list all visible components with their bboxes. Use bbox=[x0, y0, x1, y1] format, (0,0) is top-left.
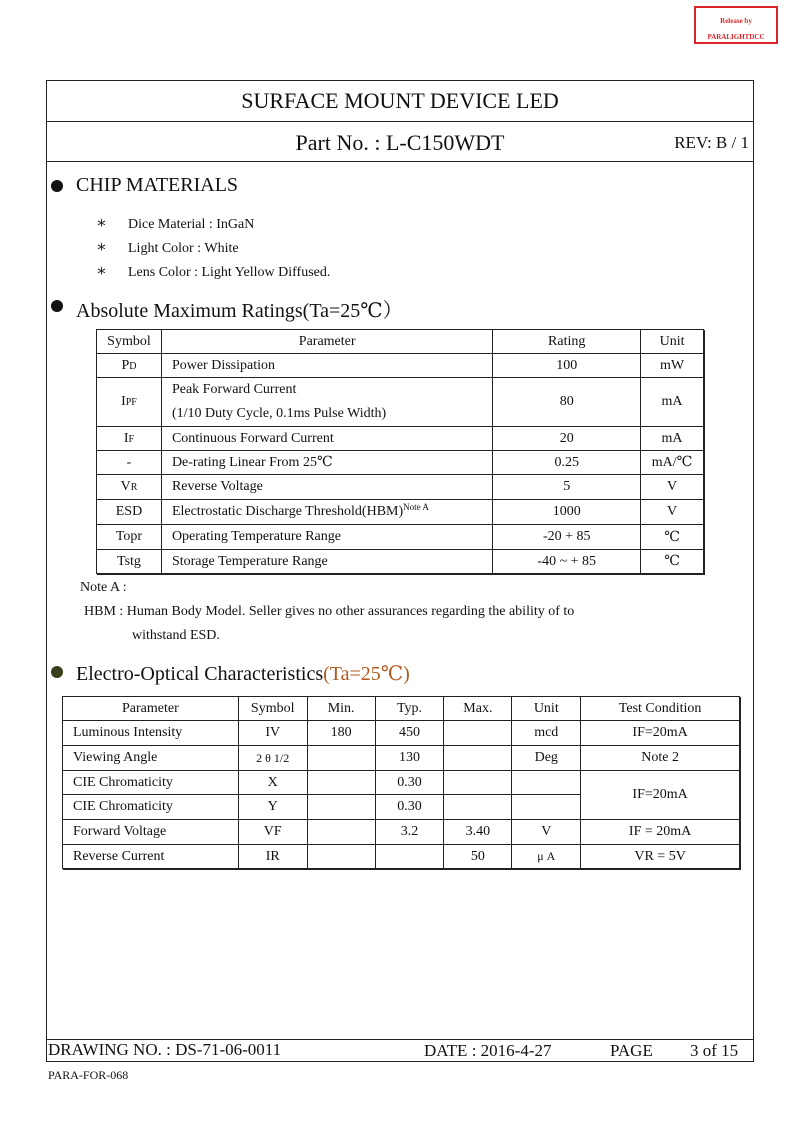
unit-cell: ℃ bbox=[641, 525, 704, 550]
parameter-cell: CIE Chromaticity bbox=[63, 771, 239, 795]
parameter-cell: Power Dissipation bbox=[161, 354, 492, 378]
typ-cell: 130 bbox=[375, 746, 444, 771]
condition-cell: Note 2 bbox=[581, 746, 740, 771]
symbol-cell: VR bbox=[97, 475, 162, 500]
min-cell bbox=[307, 820, 375, 845]
unit-cell: μ A bbox=[512, 845, 581, 869]
symbol-cell: ESD bbox=[97, 500, 162, 525]
abs-max-table bbox=[96, 329, 704, 574]
symbol-cell: Topr bbox=[97, 525, 162, 550]
header-divider-2 bbox=[46, 161, 754, 162]
table-row bbox=[97, 500, 704, 525]
table-row bbox=[97, 378, 704, 427]
table-row bbox=[63, 746, 740, 771]
stamp-line-2: PARALIGHTDCC bbox=[707, 33, 765, 41]
revision: REV: B / 1 bbox=[674, 133, 749, 152]
header-divider-1 bbox=[46, 121, 754, 122]
unit-cell: mA/℃ bbox=[641, 451, 704, 475]
typ-cell: 450 bbox=[375, 721, 444, 746]
rating-cell: 5 bbox=[493, 475, 641, 500]
min-cell: 180 bbox=[307, 721, 375, 746]
column-header: Symbol bbox=[97, 330, 162, 354]
condition-cell: IF=20mA bbox=[581, 771, 740, 820]
asterisk-icon: ∗ bbox=[96, 239, 107, 256]
bullet-icon bbox=[51, 300, 63, 312]
column-header: Parameter bbox=[161, 330, 492, 354]
chip-item bbox=[96, 237, 239, 257]
parameter-cell: Reverse Voltage bbox=[161, 475, 492, 500]
release-stamp bbox=[694, 6, 778, 44]
parameter-cell: De-rating Linear From 25℃ bbox=[161, 451, 492, 475]
table-row bbox=[97, 354, 704, 378]
column-header: Unit bbox=[641, 330, 704, 354]
table-row bbox=[63, 820, 740, 845]
column-header: Min. bbox=[307, 697, 375, 721]
unit-cell: mA bbox=[641, 427, 704, 451]
unit-cell: ℃ bbox=[641, 550, 704, 574]
asterisk-icon: ∗ bbox=[96, 263, 107, 280]
stamp-line-1: Release by bbox=[720, 17, 752, 25]
chip-item-text: Lens Color : Light Yellow Diffused. bbox=[128, 265, 331, 280]
parameter-cell: Electrostatic Discharge Threshold(HBM)$^{Note A}$ bbox=[161, 500, 492, 525]
part-number: Part No. : L-C150WDT bbox=[295, 130, 505, 155]
rating-cell: 0.25 bbox=[493, 451, 641, 475]
abs-max-heading: Absolute Maximum Ratings(Ta=25℃） bbox=[76, 300, 403, 322]
drawing-number: DRAWING NO. : DS-71-06-0011 bbox=[48, 1040, 282, 1059]
max-cell bbox=[444, 771, 512, 795]
parameter-cell: Forward Voltage bbox=[63, 820, 239, 845]
column-header: Rating bbox=[493, 330, 641, 354]
table-header-row bbox=[97, 330, 704, 354]
typ-cell bbox=[375, 845, 444, 869]
unit-cell: V bbox=[641, 475, 704, 500]
unit-cell bbox=[512, 771, 581, 795]
table-row bbox=[63, 845, 740, 869]
note-label: Note A : bbox=[80, 580, 127, 595]
parameter-cell: Continuous Forward Current bbox=[161, 427, 492, 451]
document-date: DATE : 2016-4-27 bbox=[424, 1041, 552, 1060]
symbol-cell: IPF bbox=[97, 378, 162, 427]
table-row bbox=[97, 427, 704, 451]
rating-cell: 80 bbox=[493, 378, 641, 427]
bullet-icon bbox=[51, 666, 63, 678]
column-header: Test Condition bbox=[581, 697, 740, 721]
table-row bbox=[97, 451, 704, 475]
symbol-cell: PD bbox=[97, 354, 162, 378]
parameter-cell: Operating Temperature Range bbox=[161, 525, 492, 550]
symbol-cell: VF bbox=[238, 820, 307, 845]
rating-cell: 1000 bbox=[493, 500, 641, 525]
max-cell bbox=[444, 721, 512, 746]
parameter-cell: Luminous Intensity bbox=[63, 721, 239, 746]
bullet-icon bbox=[51, 180, 63, 192]
max-cell: 50 bbox=[444, 845, 512, 869]
condition-cell: VR = 5V bbox=[581, 845, 740, 869]
rating-cell: -20 + 85 bbox=[493, 525, 641, 550]
table-row bbox=[63, 721, 740, 746]
max-cell bbox=[444, 746, 512, 771]
unit-cell: mW bbox=[641, 354, 704, 378]
table-header-row bbox=[63, 697, 740, 721]
chip-item bbox=[96, 213, 254, 233]
parameter-cell: CIE Chromaticity bbox=[63, 795, 239, 820]
symbol-cell: IV bbox=[238, 721, 307, 746]
unit-cell: V bbox=[641, 500, 704, 525]
column-header: Symbol bbox=[238, 697, 307, 721]
typ-cell: 3.2 bbox=[375, 820, 444, 845]
form-number: PARA-FOR-068 bbox=[48, 1068, 129, 1082]
table-row bbox=[97, 550, 704, 574]
min-cell bbox=[307, 795, 375, 820]
unit-cell: mcd bbox=[512, 721, 581, 746]
parameter-cell: Peak Forward Current (1/10 Duty Cycle, 0.1ms Pulse Width) bbox=[161, 378, 492, 427]
symbol-cell: - bbox=[97, 451, 162, 475]
parameter-cell: Storage Temperature Range bbox=[161, 550, 492, 574]
asterisk-icon: ∗ bbox=[96, 215, 107, 232]
note-line-2: withstand ESD. bbox=[132, 628, 220, 643]
parameter-cell: Reverse Current bbox=[63, 845, 239, 869]
chip-item-text: Dice Material : InGaN bbox=[128, 217, 255, 232]
chip-item bbox=[96, 261, 330, 281]
symbol-cell: IF bbox=[97, 427, 162, 451]
max-cell: 3.40 bbox=[444, 820, 512, 845]
rating-cell: -40 ~ + 85 bbox=[493, 550, 641, 574]
typ-cell: 0.30 bbox=[375, 771, 444, 795]
max-cell bbox=[444, 795, 512, 820]
note-line-1: HBM : Human Body Model. Seller gives no other assurances regarding the ability of to bbox=[84, 604, 575, 619]
column-header: Unit bbox=[512, 697, 581, 721]
condition-cell: IF=20mA bbox=[581, 721, 740, 746]
rating-cell: 100 bbox=[493, 354, 641, 378]
column-header: Max. bbox=[444, 697, 512, 721]
note-a-superscript: Note A bbox=[403, 502, 429, 512]
table-row bbox=[97, 475, 704, 500]
eo-heading: Electro-Optical Characteristics(Ta=25℃) bbox=[76, 663, 410, 685]
condition-cell: IF = 20mA bbox=[581, 820, 740, 845]
table-row bbox=[97, 525, 704, 550]
table-row bbox=[63, 771, 740, 795]
symbol-cell: Y bbox=[238, 795, 307, 820]
symbol-cell: X bbox=[238, 771, 307, 795]
page-number: 3 of 15 bbox=[690, 1041, 739, 1060]
typ-cell: 0.30 bbox=[375, 795, 444, 820]
chip-item-text: Light Color : White bbox=[128, 241, 239, 256]
eo-table bbox=[62, 696, 740, 869]
unit-cell bbox=[512, 795, 581, 820]
min-cell bbox=[307, 746, 375, 771]
page-label: PAGE bbox=[610, 1041, 653, 1060]
column-header: Typ. bbox=[375, 697, 444, 721]
symbol-cell: IR bbox=[238, 845, 307, 869]
min-cell bbox=[307, 771, 375, 795]
unit-cell: Deg bbox=[512, 746, 581, 771]
parameter-cell: Viewing Angle bbox=[63, 746, 239, 771]
rating-cell: 20 bbox=[493, 427, 641, 451]
unit-cell: V bbox=[512, 820, 581, 845]
eo-heading-condition: (Ta=25℃) bbox=[323, 663, 410, 685]
symbol-cell: 2 θ 1/2 bbox=[238, 746, 307, 771]
min-cell bbox=[307, 845, 375, 869]
unit-cell: mA bbox=[641, 378, 704, 427]
symbol-cell: Tstg bbox=[97, 550, 162, 574]
chip-materials-heading: CHIP MATERIALS bbox=[76, 174, 239, 196]
column-header: Parameter bbox=[63, 697, 239, 721]
document-title: SURFACE MOUNT DEVICE LED bbox=[241, 88, 559, 113]
